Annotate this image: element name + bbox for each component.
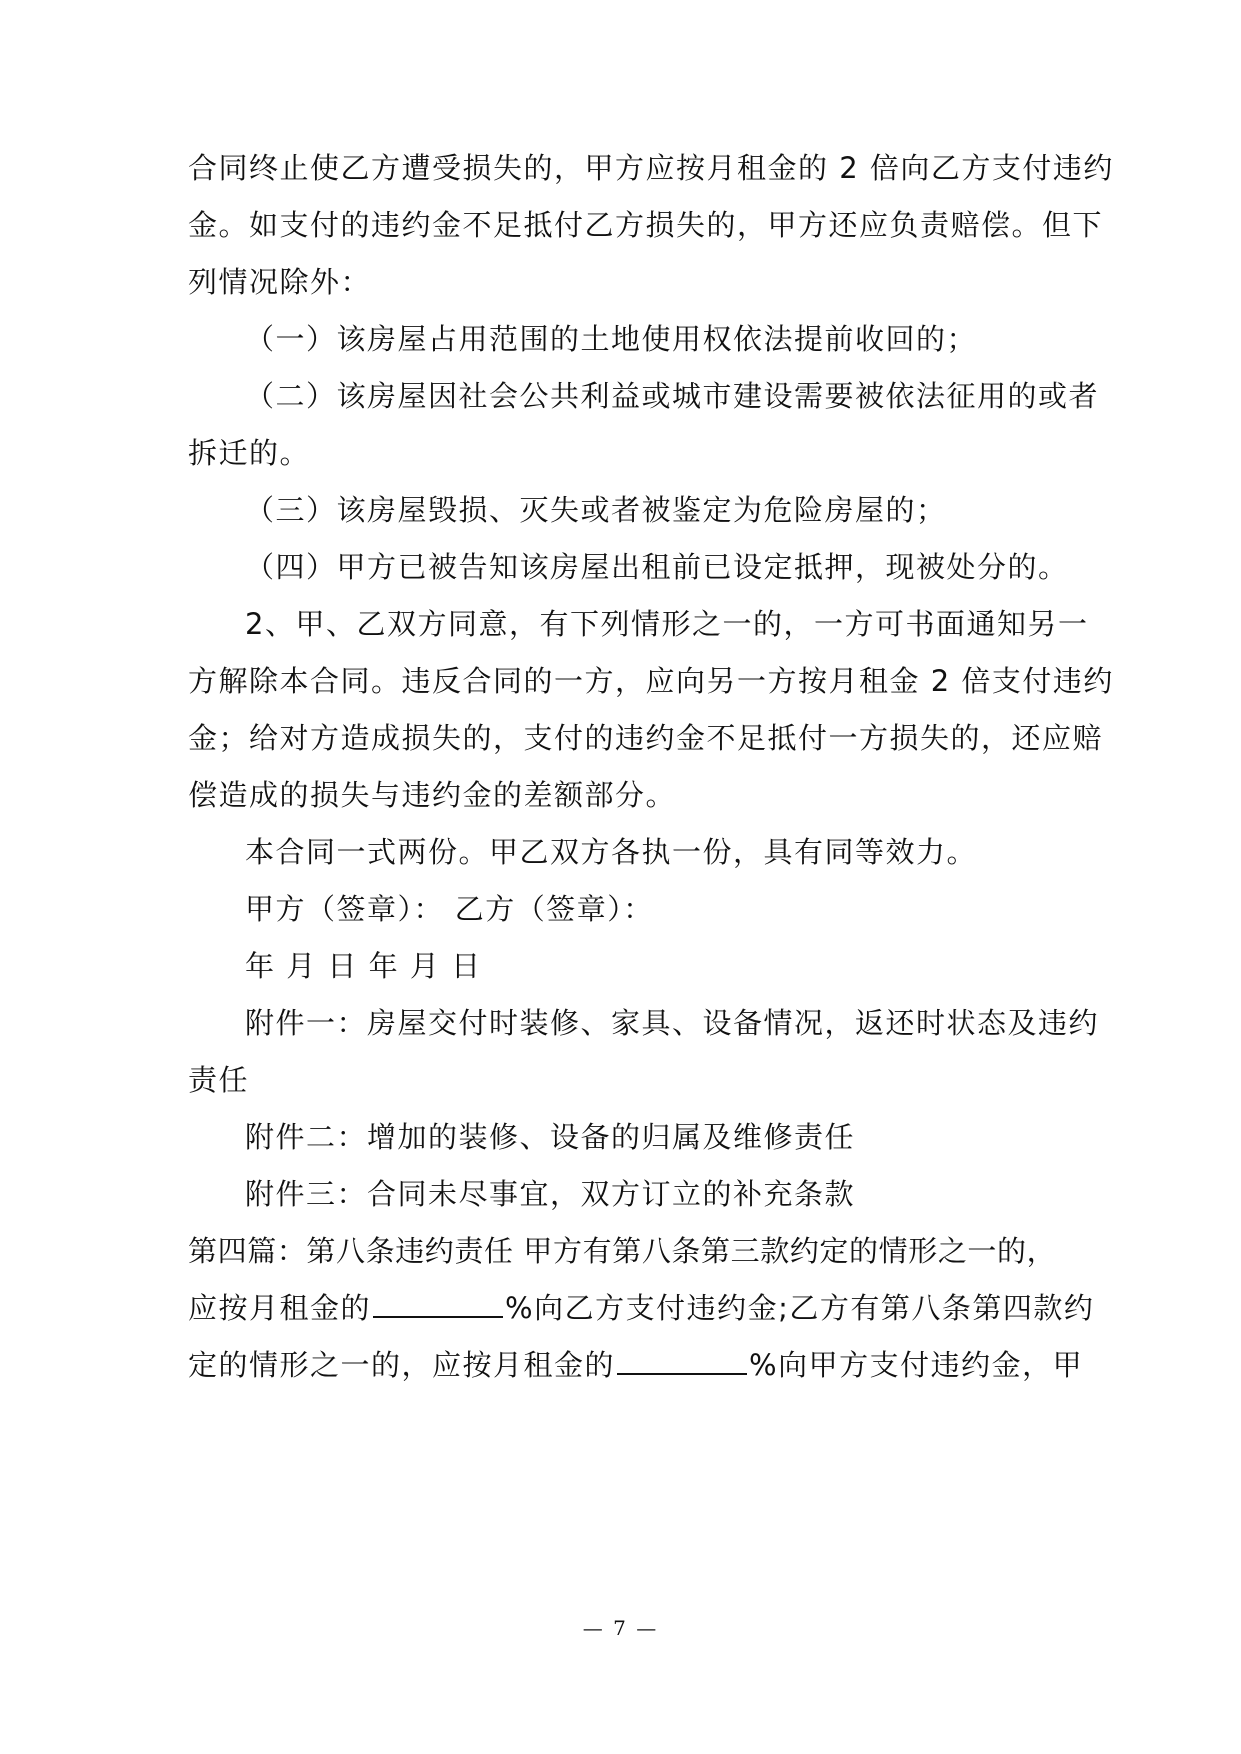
text-segment: 定的情形之一的，应按月租金的 — [188, 1348, 616, 1382]
date-line: 年 月 日 年 月 日 — [245, 949, 482, 983]
text-line: 责任 — [188, 1063, 250, 1097]
blank-underline — [373, 1290, 503, 1318]
text-line: （三）该房屋毁损、灭失或者被鉴定为危险房屋的； — [245, 493, 947, 527]
text-line: 偿造成的损失与违约金的差额部分。 — [188, 778, 677, 812]
text-line: （二）该房屋因社会公共利益或城市建设需要被依法征用的或者 — [245, 379, 1100, 413]
text-segment: %向乙方支付违约金;乙方有第八条第四款约 — [505, 1291, 1095, 1325]
text-line: （四）甲方已被告知该房屋出租前已设定抵押，现被处分的。 — [245, 550, 1069, 584]
blank-underline — [617, 1347, 747, 1375]
text-line: 合同终止使乙方遭受损失的，甲方应按月租金的 2 倍向乙方支付违约 — [188, 151, 1114, 185]
text-line: 附件二：增加的装修、设备的归属及维修责任 — [245, 1120, 856, 1154]
text-segment: %向甲方支付违约金，甲 — [749, 1348, 1084, 1382]
text-line: 金。如支付的违约金不足抵付乙方损失的，甲方还应负责赔偿。但下 — [188, 208, 1104, 242]
text-segment: 应按月租金的 — [188, 1291, 372, 1325]
signature-line: 甲方（签章）： 乙方（签章）： — [245, 892, 654, 926]
text-line: 方解除本合同。违反合同的一方，应向另一方按月租金 2 倍支付违约 — [188, 664, 1114, 698]
text-line: 金；给对方造成损失的，支付的违约金不足抵付一方损失的，还应赔 — [188, 721, 1104, 755]
page-number: — 7 — — [582, 1616, 659, 1640]
text-line: 2、甲、乙双方同意，有下列情形之一的，一方可书面通知另一 — [245, 607, 1089, 641]
text-line: 列情况除外： — [188, 265, 372, 299]
text-line: 附件一：房屋交付时装修、家具、设备情况，返还时状态及违约 — [245, 1006, 1100, 1040]
text-line-with-blank — [188, 1288, 1094, 1328]
text-line: 附件三：合同未尽事宜，双方订立的补充条款 — [245, 1177, 856, 1211]
section-heading-line: 第四篇：第八条违约责任 甲方有第八条第三款约定的情形之一的， — [188, 1234, 1057, 1268]
text-line: 本合同一式两份。甲乙双方各执一份，具有同等效力。 — [245, 835, 978, 869]
text-line: （一）该房屋占用范围的土地使用权依法提前收回的； — [245, 322, 978, 356]
text-line: 拆迁的。 — [188, 436, 311, 470]
text-line-with-blank — [188, 1345, 1083, 1385]
